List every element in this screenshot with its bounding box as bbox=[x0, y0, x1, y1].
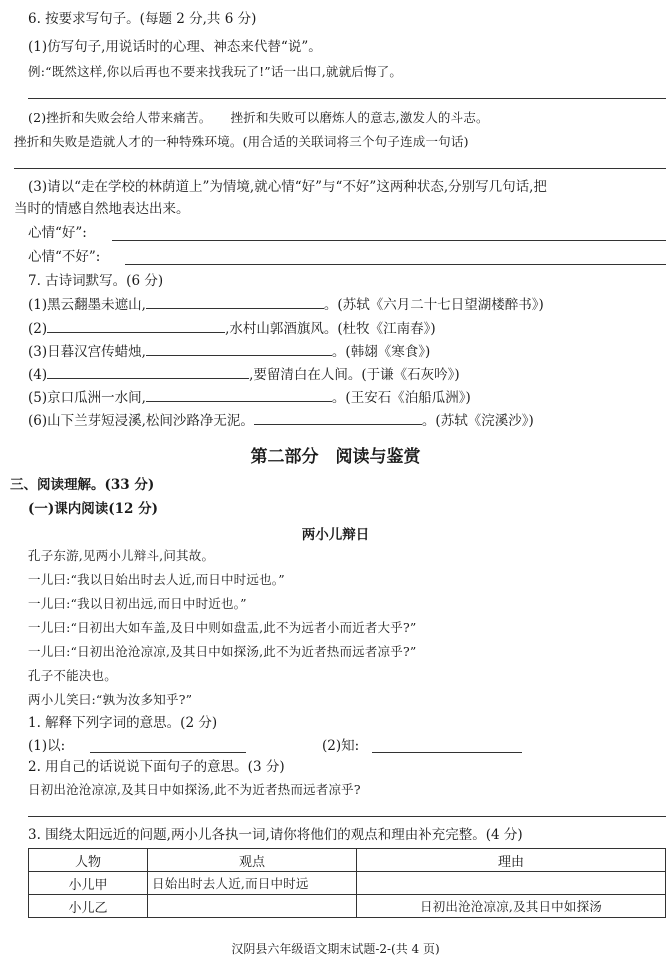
page-footer: 汉阴县六年级语文期末试题-2-(共 4 页) bbox=[231, 942, 440, 956]
poem-blank[interactable] bbox=[47, 365, 249, 379]
viewpoint-table bbox=[28, 848, 666, 918]
table-header: 理由 bbox=[357, 849, 666, 872]
part-two-title: 第二部分 阅读与鉴赏 bbox=[250, 447, 421, 467]
poem-item-post: ,要留清白在人间。(于谦《石灰吟》) bbox=[249, 367, 460, 383]
table-row bbox=[29, 872, 666, 895]
passage-line: 一儿曰:“我以日初出远,而日中时近也。” bbox=[28, 596, 247, 611]
mood-bad-label: 心情“不好”: bbox=[28, 249, 101, 265]
poem-item-post: 。(苏轼《六月二十七日望湖楼醉书》) bbox=[323, 297, 544, 313]
q1-a-answer-line[interactable] bbox=[90, 752, 246, 753]
poem-item-4 bbox=[28, 365, 460, 384]
q7-title: 7. 古诗词默写。(6 分) bbox=[28, 273, 164, 289]
reading-q2-sentence: 日初出沧沧凉凉,及其日中如探汤,此不为近者热而远者凉乎? bbox=[28, 782, 361, 797]
reading-q1-a-label: (1)以: bbox=[28, 738, 66, 754]
table-cell-person: 小儿甲 bbox=[29, 872, 148, 895]
poem-item-post: 。(韩翃《寒食》) bbox=[331, 344, 431, 360]
table-cell-viewpoint-blank[interactable] bbox=[148, 895, 357, 918]
table-cell-person: 小儿乙 bbox=[29, 895, 148, 918]
poem-blank[interactable] bbox=[146, 388, 332, 402]
q1-b-answer-line[interactable] bbox=[372, 752, 522, 753]
passage-line: 一儿曰:“我以日始出时去人近,而日中时远也。” bbox=[28, 572, 285, 587]
passage-title: 两小儿辩日 bbox=[301, 527, 370, 543]
poem-item-post: ,水村山郭酒旗风。(杜牧《江南春》) bbox=[225, 321, 436, 337]
table-header: 观点 bbox=[148, 849, 357, 872]
poem-item-pre: (3)日暮汉宫传蜡烛, bbox=[28, 344, 146, 360]
q6-sub2-line1: (2)挫折和失败会给人带来痛苦。 挫折和失败可以磨炼人的意志,激发人的斗志。 bbox=[28, 110, 489, 125]
poem-item-pre: (4) bbox=[28, 367, 48, 383]
poem-blank[interactable] bbox=[47, 319, 225, 333]
poem-blank[interactable] bbox=[254, 411, 422, 425]
poem-item-3 bbox=[28, 342, 430, 361]
poem-item-post: 。(王安石《泊船瓜洲》) bbox=[331, 390, 471, 406]
table-row bbox=[29, 895, 666, 918]
poem-item-1 bbox=[28, 295, 544, 314]
reading-q3: 3. 围绕太阳远近的问题,两小儿各执一词,请你将他们的观点和理由补充完整。(4 分) bbox=[28, 827, 523, 843]
poem-item-pre: (5)京口瓜洲一水间, bbox=[28, 390, 146, 406]
poem-item-pre: (2) bbox=[28, 321, 48, 337]
table-cell-viewpoint: 日始出时去人近,而日中时远 bbox=[148, 872, 357, 895]
table-cell-reason: 日初出沧沧凉凉,及其日中如探汤 bbox=[357, 895, 666, 918]
q6-example: 例:“既然这样,你以后再也不要来找我玩了!”话一出口,就就后悔了。 bbox=[28, 64, 403, 79]
table-cell-reason-blank[interactable] bbox=[357, 872, 666, 895]
poem-item-6 bbox=[28, 411, 534, 430]
reading-q1: 1. 解释下列字词的意思。(2 分) bbox=[28, 715, 218, 731]
reading-q2: 2. 用自己的话说说下面句子的意思。(3 分) bbox=[28, 759, 285, 775]
q6-sub3-line1: (3)请以“走在学校的林荫道上”为情境,就心情“好”与“不好”这两种状态,分别写几句话,把 bbox=[28, 179, 547, 195]
reading-q1-b-label: (2)知: bbox=[322, 738, 360, 754]
passage-line: 孔子不能决也。 bbox=[28, 668, 117, 683]
passage-line: 一儿曰:“日初出沧沧凉凉,及其日中如探汤,此不为近者热而远者凉乎?” bbox=[28, 644, 417, 659]
answer-line[interactable] bbox=[14, 168, 666, 169]
mood-good-answer-line[interactable] bbox=[112, 240, 666, 241]
mood-bad-answer-line[interactable] bbox=[125, 264, 666, 265]
table-header-row bbox=[29, 849, 666, 872]
q6-title: 6. 按要求写句子。(每题 2 分,共 6 分) bbox=[28, 11, 257, 27]
poem-item-pre: (6)山下兰芽短浸溪,松间沙路净无泥。 bbox=[28, 413, 254, 429]
poem-item-pre: (1)黑云翻墨未遮山, bbox=[28, 297, 146, 313]
poem-item-post: 。(苏轼《浣溪沙》) bbox=[421, 413, 534, 429]
poem-item-5 bbox=[28, 388, 471, 407]
poem-blank[interactable] bbox=[146, 295, 324, 309]
poem-blank[interactable] bbox=[146, 342, 332, 356]
subsection-1-title: (一)课内阅读(12 分) bbox=[28, 501, 159, 517]
poem-item-2 bbox=[28, 319, 436, 338]
mood-good-label: 心情“好”: bbox=[28, 225, 87, 241]
table-header: 人物 bbox=[29, 849, 148, 872]
q2-answer-line[interactable] bbox=[28, 816, 666, 817]
q6-sub3-line2: 当时的情感自然地表达出来。 bbox=[14, 201, 190, 217]
passage-line: 两小儿笑曰:“孰为汝多知乎?” bbox=[28, 692, 193, 707]
passage-line: 孔子东游,见两小儿辩斗,问其故。 bbox=[28, 548, 215, 563]
q6-sub2-line2: 挫折和失败是造就人才的一种特殊环境。(用合适的关联词将三个句子连成一句话) bbox=[14, 134, 469, 149]
section-3-title: 三、阅读理解。(33 分) bbox=[10, 477, 155, 493]
passage-line: 一儿曰:“日初出大如车盖,及日中则如盘盂,此不为远者小而近者大乎?” bbox=[28, 620, 417, 635]
answer-line[interactable] bbox=[28, 98, 666, 99]
q6-sub1: (1)仿写句子,用说话时的心理、神态来代替“说”。 bbox=[28, 39, 322, 55]
